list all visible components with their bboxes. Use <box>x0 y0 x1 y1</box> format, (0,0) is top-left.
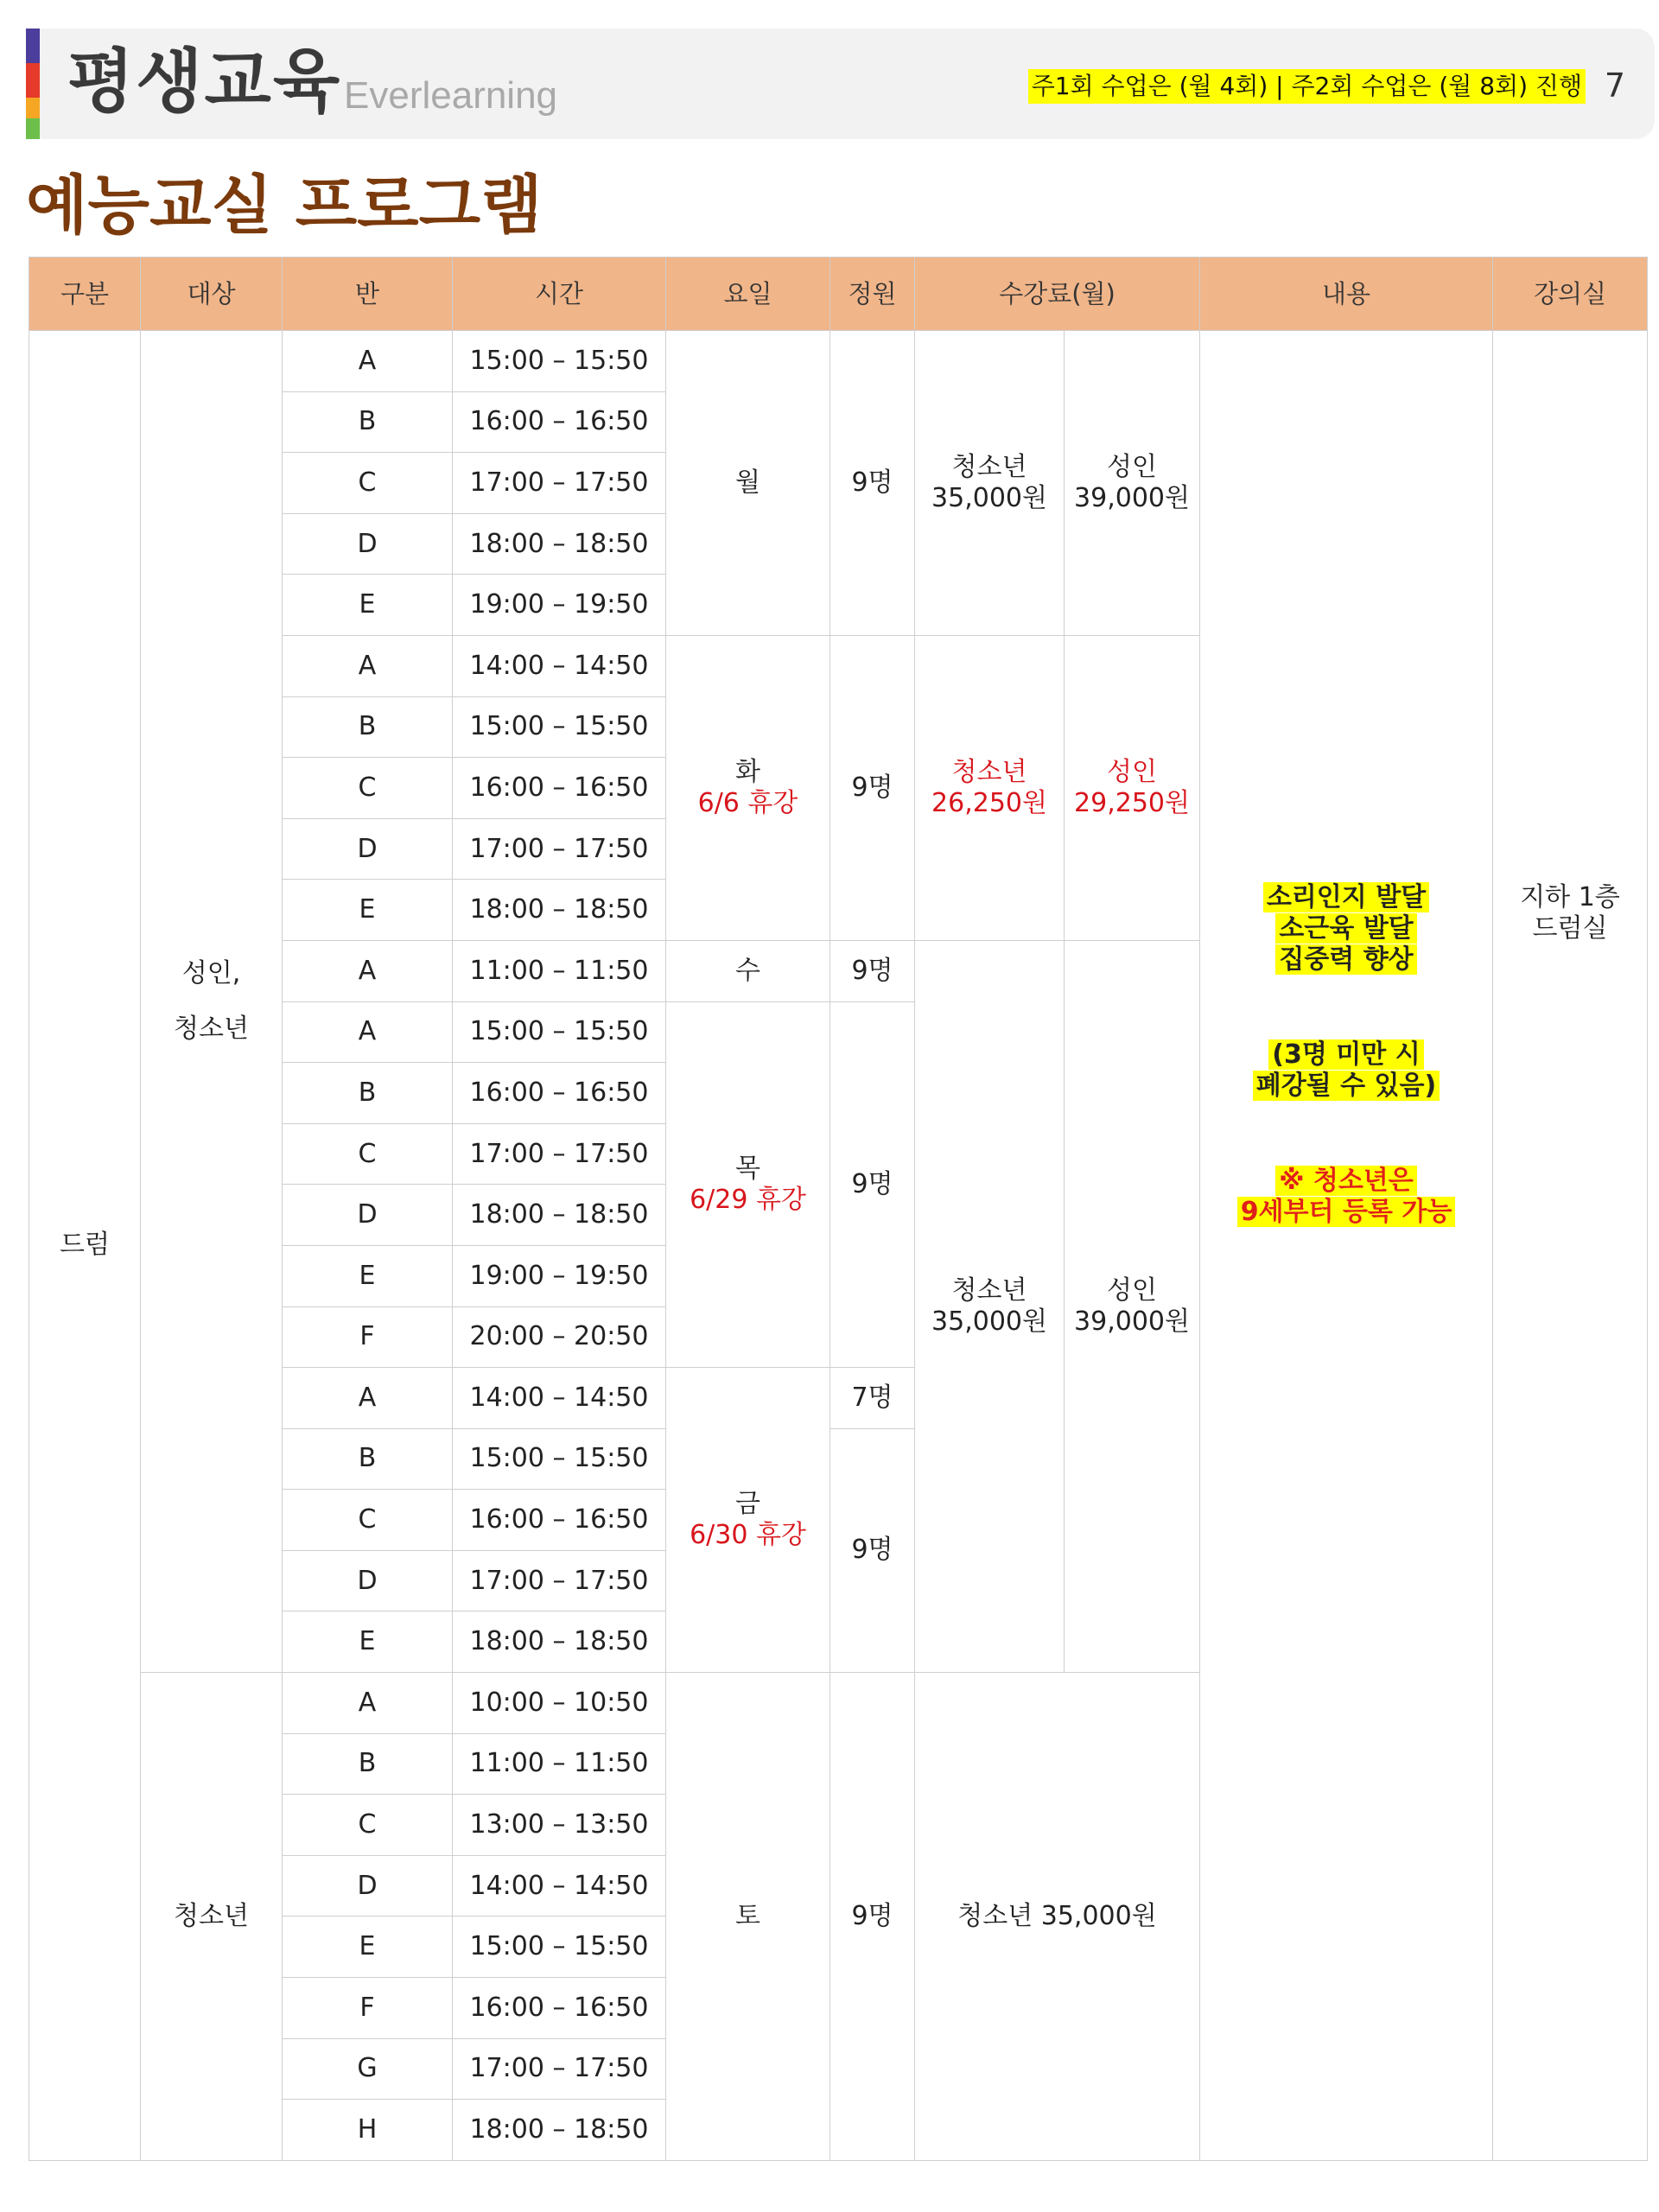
fee-adult-cell <box>1065 331 1200 636</box>
class-cell: F <box>283 1978 453 2039</box>
day-note: 6/6 휴강 <box>697 787 798 818</box>
fee-label: 성인 <box>1107 1275 1157 1306</box>
class-cell: D <box>283 513 453 575</box>
classroom-line: 드럼실 <box>1532 913 1608 944</box>
capacity-cell: 9명 <box>830 940 915 1001</box>
table-row <box>29 331 1648 392</box>
fee-label: 성인 <box>1107 451 1157 482</box>
day-label: 토 <box>735 1900 760 1931</box>
class-cell: C <box>283 1490 453 1551</box>
fee-youth-cell <box>915 940 1065 1672</box>
fee-label: 청소년 <box>951 451 1027 482</box>
fee-label: 청소년 <box>951 756 1027 787</box>
day-label: 금 <box>735 1489 760 1520</box>
day-note: 6/30 휴강 <box>690 1520 806 1551</box>
class-cell: D <box>283 1855 453 1916</box>
target-line: 성인, <box>181 958 241 989</box>
class-cell: C <box>283 1795 453 1856</box>
category-cell: 드럼 <box>29 331 141 2161</box>
time-cell: 14:00 – 14:50 <box>453 635 666 696</box>
col-header: 내용 <box>1200 257 1493 331</box>
time-cell: 11:00 – 11:50 <box>453 1733 666 1795</box>
class-cell: A <box>283 635 453 696</box>
class-cell: H <box>283 2100 453 2161</box>
time-cell: 15:00 – 15:50 <box>453 1916 666 1978</box>
fee-value: 35,000원 <box>931 482 1047 513</box>
day-cell <box>666 331 830 636</box>
content-warning: 9세부터 등록 가능 <box>1237 1197 1456 1227</box>
class-cell: A <box>283 1001 453 1063</box>
fee-value: 35,000원 <box>931 1306 1047 1337</box>
class-cell: A <box>283 1368 453 1429</box>
class-cell: A <box>283 940 453 1001</box>
day-label: 월 <box>735 467 760 498</box>
capacity-cell: 7명 <box>830 1368 915 1429</box>
content-note: (3명 미만 시 <box>1268 1039 1423 1070</box>
class-cell: C <box>283 758 453 819</box>
capacity-cell: 9명 <box>830 1001 915 1368</box>
col-header: 수강료(월) <box>915 257 1200 331</box>
class-cell: D <box>283 818 453 880</box>
day-label: 화 <box>735 756 760 787</box>
day-label: 목 <box>735 1153 760 1184</box>
col-header: 시간 <box>453 257 666 331</box>
content-line: 소근육 발달 <box>1275 913 1416 944</box>
class-cell: C <box>283 1123 453 1185</box>
class-cell: B <box>283 1733 453 1795</box>
time-cell: 19:00 – 19:50 <box>453 575 666 636</box>
capacity-cell: 9명 <box>830 635 915 940</box>
schedule-table <box>29 257 1648 2161</box>
time-cell: 11:00 – 11:50 <box>453 940 666 1001</box>
time-cell: 18:00 – 18:50 <box>453 513 666 575</box>
time-cell: 15:00 – 15:50 <box>453 1001 666 1063</box>
day-cell <box>666 1001 830 1368</box>
capacity-cell: 9명 <box>830 1673 915 2161</box>
class-cell: B <box>283 696 453 758</box>
day-cell <box>666 1368 830 1673</box>
fee-label: 청소년 <box>951 1275 1027 1306</box>
class-cell: B <box>283 1063 453 1124</box>
target-cell: 청소년 <box>141 1673 283 2161</box>
page-number: 7 <box>1604 67 1625 105</box>
day-label: 수 <box>735 955 760 986</box>
time-cell: 16:00 – 16:50 <box>453 1490 666 1551</box>
target-cell <box>141 331 283 1673</box>
time-cell: 17:00 – 17:50 <box>453 2038 666 2100</box>
fee-youth-cell <box>915 635 1065 940</box>
time-cell: 16:00 – 16:50 <box>453 391 666 453</box>
logo-mark <box>26 29 40 139</box>
class-cell: E <box>283 1245 453 1306</box>
target-line: 청소년 <box>174 1014 249 1045</box>
fee-adult-cell <box>1065 940 1200 1672</box>
classroom-cell <box>1493 331 1648 2161</box>
time-cell: 18:00 – 18:50 <box>453 1185 666 1246</box>
time-cell: 17:00 – 17:50 <box>453 453 666 514</box>
class-cell: E <box>283 1611 453 1673</box>
class-cell: D <box>283 1185 453 1246</box>
time-cell: 16:00 – 16:50 <box>453 758 666 819</box>
class-cell: B <box>283 391 453 453</box>
time-cell: 15:00 – 15:50 <box>453 696 666 758</box>
class-cell: G <box>283 2038 453 2100</box>
day-cell <box>666 635 830 940</box>
time-cell: 20:00 – 20:50 <box>453 1306 666 1368</box>
time-cell: 16:00 – 16:50 <box>453 1063 666 1124</box>
day-cell <box>666 1673 830 2161</box>
fee-label: 성인 <box>1107 756 1157 787</box>
page-header <box>26 29 1655 139</box>
col-header: 구분 <box>29 257 141 331</box>
fee-adult-cell <box>1065 635 1200 940</box>
header-subtitle: Everlearning <box>344 74 558 117</box>
capacity-cell: 9명 <box>830 331 915 636</box>
class-cell: E <box>283 880 453 941</box>
header-title: 평생교육 <box>67 41 342 122</box>
time-cell: 13:00 – 13:50 <box>453 1795 666 1856</box>
col-header: 대상 <box>141 257 283 331</box>
col-header: 강의실 <box>1493 257 1648 331</box>
content-line: 집중력 향상 <box>1275 944 1416 975</box>
classroom-line: 지하 1층 <box>1520 882 1620 913</box>
time-cell: 16:00 – 16:50 <box>453 1978 666 2039</box>
class-cell: A <box>283 331 453 392</box>
fee-cell: 청소년 35,000원 <box>915 1673 1200 2161</box>
content-line: 소리인지 발달 <box>1263 882 1429 912</box>
class-cell: C <box>283 453 453 514</box>
time-cell: 14:00 – 14:50 <box>453 1368 666 1429</box>
fee-youth-cell <box>915 331 1065 636</box>
class-cell: D <box>283 1550 453 1611</box>
content-warning: ※ 청소년은 <box>1275 1166 1417 1196</box>
day-note: 6/29 휴강 <box>690 1184 806 1215</box>
class-cell: B <box>283 1428 453 1490</box>
content-note: 폐강될 수 있음) <box>1253 1071 1440 1101</box>
time-cell: 15:00 – 15:50 <box>453 1428 666 1490</box>
fee-value: 39,000원 <box>1074 482 1190 513</box>
time-cell: 17:00 – 17:50 <box>453 818 666 880</box>
class-cell: F <box>283 1306 453 1368</box>
page-title: 예능교실 프로그램 <box>26 168 543 243</box>
time-cell: 18:00 – 18:50 <box>453 1611 666 1673</box>
fee-value: 29,250원 <box>1074 787 1190 818</box>
class-cell: A <box>283 1673 453 1734</box>
content-cell <box>1200 331 1493 2161</box>
time-cell: 15:00 – 15:50 <box>453 331 666 392</box>
col-header: 반 <box>283 257 453 331</box>
class-cell: E <box>283 1916 453 1978</box>
time-cell: 10:00 – 10:50 <box>453 1673 666 1734</box>
time-cell: 19:00 – 19:50 <box>453 1245 666 1306</box>
time-cell: 17:00 – 17:50 <box>453 1123 666 1185</box>
header-note: 주1회 수업은 (월 4회) | 주2회 수업은 (월 8회) 진행 <box>1028 69 1586 104</box>
fee-value: 39,000원 <box>1074 1306 1190 1337</box>
capacity-cell: 9명 <box>830 1428 915 1672</box>
time-cell: 17:00 – 17:50 <box>453 1550 666 1611</box>
fee-value: 26,250원 <box>931 787 1047 818</box>
class-cell: E <box>283 575 453 636</box>
time-cell: 18:00 – 18:50 <box>453 880 666 941</box>
time-cell: 14:00 – 14:50 <box>453 1855 666 1916</box>
col-header: 요일 <box>666 257 830 331</box>
col-header: 정원 <box>830 257 915 331</box>
time-cell: 18:00 – 18:50 <box>453 2100 666 2161</box>
day-cell <box>666 940 830 1001</box>
table-header-row <box>29 257 1648 331</box>
